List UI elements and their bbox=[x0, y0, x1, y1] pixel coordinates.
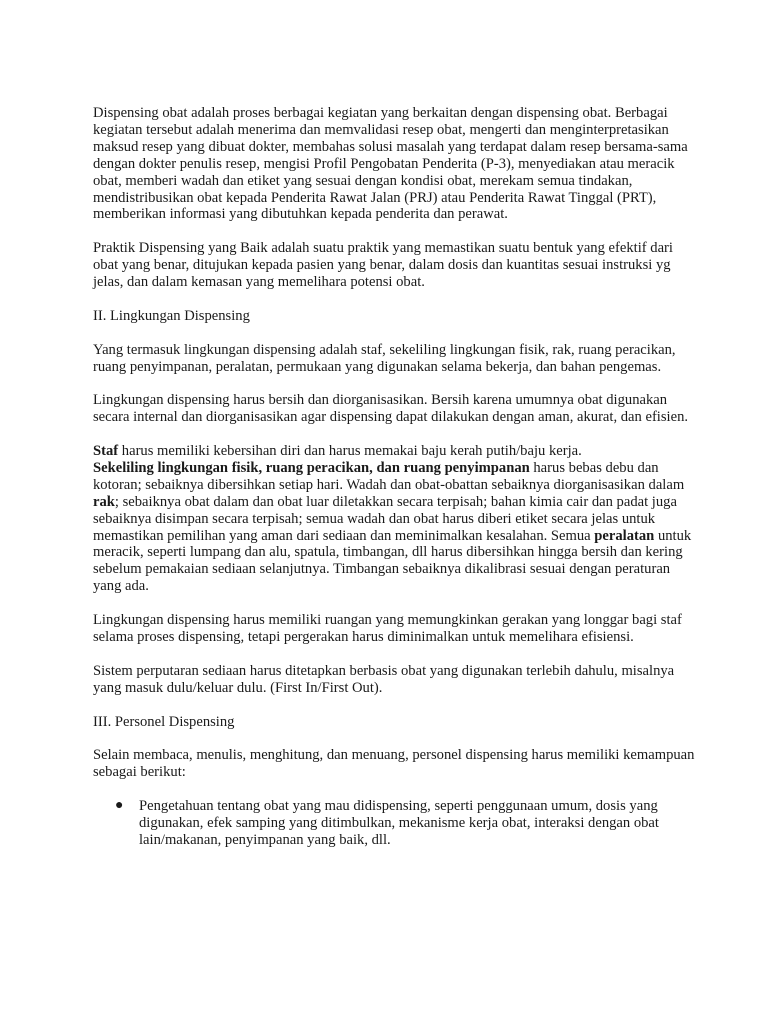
list-item-text: Pengetahuan tentang obat yang mau didispensing, seperti penggunaan umum, dosis yang digunakan, efek samping yang ditimbulkan, mekanisme kerja obat, interaksi dengan obat lain/makanan, penyimpanan yang baik, dll. bbox=[139, 798, 659, 848]
paragraph-staff-and-facilities bbox=[93, 443, 698, 595]
text-run: untuk meracik, seperti lumpang dan alu, spatula, timbangan, dll harus dibersihkan hingga bersih dan kering sebelum pemakaian sediaan selanjutnya. Timbangan sebaiknya dikalibrasi sesuai dengan peraturan yang ada. bbox=[93, 527, 692, 595]
paragraph-dispensing-definition: Dispensing obat adalah proses berbagai kegiatan yang berkaitan dengan dispensing obat. Berbagai kegiatan tersebut adalah menerima dan memvalidasi resep obat, mengerti dan menginterpretasikan maksud resep yang dibuat dokter, membahas solusi masalah yang terdapat dalam resep bersama-sama dengan dokter penulis resep, mengisi Profil Pengobatan Penderita (P-3), menyediakan atau meracik obat, memberi wadah dan etiket yang sesuai dengan kondisi obat, merekam semua tindakan, mendistribusikan obat kepada Penderita Rawat Jalan (PRJ) atau Penderita Rawat Tinggal (PRT), memberikan informasi yang dibutuhkan kepada penderita dan perawat. bbox=[93, 105, 688, 223]
paragraph-stock-rotation: Sistem perputaran sediaan harus ditetapkan berbasis obat yang digunakan terlebih dahulu, misalnya yang masuk dulu/keluar dulu. (First In/First Out). bbox=[93, 662, 675, 696]
paragraph-good-dispensing-practice: Praktik Dispensing yang Baik adalah suatu praktik yang memastikan suatu bentuk yang efektif dari obat yang benar, ditujukan kepada pasien yang benar, dalam dosis dan kuantitas sesuai instruksi yg jelas, dan dalam kemasan yang memelihara potensi obat. bbox=[93, 240, 673, 291]
bullet-icon: ● bbox=[115, 798, 124, 813]
bold-term-rak: rak bbox=[93, 493, 115, 510]
text-run: ; sebaiknya obat dalam dan obat luar diletakkan secara terpisah; bahan kimia cair dan padat juga sebaiknya disimpan secara terpisah; semua wadah dan obat harus diberi etiket secara jelas untuk memastikan pemilihan yang aman dari sediaan dan meminimalkan kesalahan. Semua bbox=[93, 493, 677, 544]
skills-bullet-list bbox=[93, 798, 698, 849]
paragraph-environment-scope: Yang termasuk lingkungan dispensing adalah staf, sekeliling lingkungan fisik, rak, ruang peracikan, ruang penyimpanan, peralatan, permukaan yang digunakan selama bekerja, dan bahan pengemas. bbox=[93, 341, 676, 375]
list-item bbox=[93, 798, 698, 849]
section-heading-personnel: III. Personel Dispensing bbox=[93, 713, 235, 730]
bold-term-surroundings: Sekeliling lingkungan fisik, ruang peracikan, dan ruang penyimpanan bbox=[93, 459, 530, 476]
paragraph-environment-clean: Lingkungan dispensing harus bersih dan diorganisasikan. Bersih karena umumnya obat digunakan secara internal dan diorganisasikan agar dispensing dapat dilakukan dengan aman, akurat, dan efisien. bbox=[93, 392, 689, 426]
bold-term-staf: Staf bbox=[93, 443, 119, 460]
text-run: harus memiliki kebersihan diri dan harus memakai baju kerah putih/baju kerja. bbox=[118, 443, 582, 460]
bold-term-peralatan: peralatan bbox=[594, 527, 655, 544]
paragraph-room-movement: Lingkungan dispensing harus memiliki ruangan yang memungkinkan gerakan yang longgar bagi staf selama proses dispensing, tetapi pergerakan harus diminimalkan untuk memelihara efisiensi. bbox=[93, 612, 682, 645]
paragraph-personnel-skills: Selain membaca, menulis, menghitung, dan menuang, personel dispensing harus memiliki kemampuan sebagai berikut: bbox=[93, 747, 695, 781]
text-run: harus bebas debu dan kotoran; sebaiknya dibersihkan setiap hari. Wadah dan obat-obattan sebaiknya diorganisasikan dalam bbox=[93, 459, 685, 493]
section-heading-environment: II. Lingkungan Dispensing bbox=[93, 307, 250, 324]
